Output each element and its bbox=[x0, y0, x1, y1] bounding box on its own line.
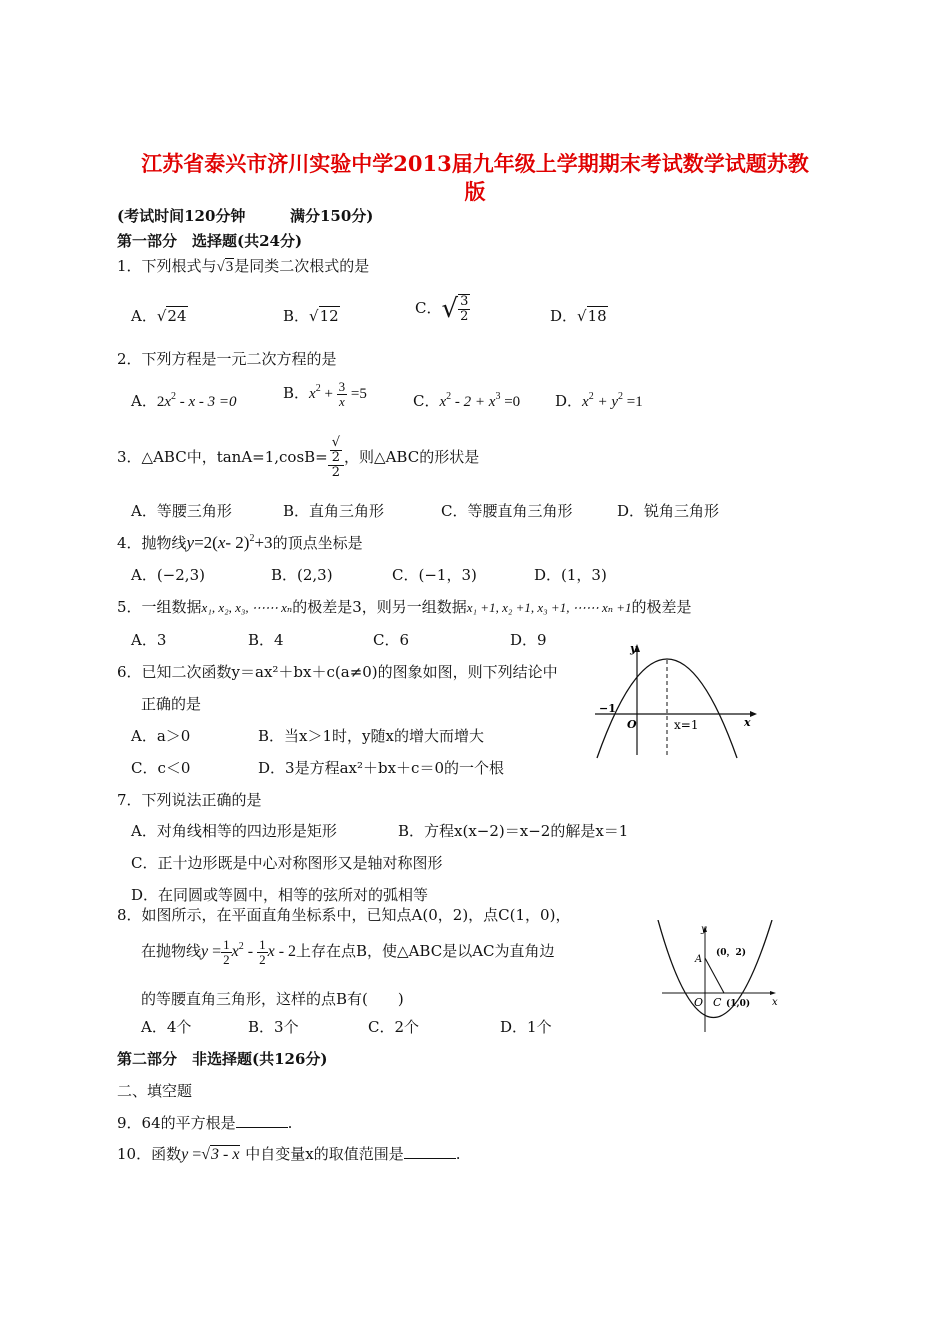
q8-stem-line1: 8．如图所示，在平面直角坐标系中，已知点A(0，2)，点C(1，0)， bbox=[117, 906, 571, 924]
q5-option-a: A．3 bbox=[131, 631, 167, 649]
q3-option-b: B．直角三角形 bbox=[283, 502, 385, 520]
q8-option-c: C．2个 bbox=[368, 1018, 420, 1036]
q5-stem: 5．一组数据x₁, x₂, x₃, ⋯⋯ xₙ的极差是3，则另一组数据x₁ +1, x₂ +1, x₃ +1, ⋯⋯ xₙ +1的极差是 bbox=[117, 598, 692, 616]
q7-option-a: A．对角线相等的四边形是矩形 bbox=[131, 822, 337, 840]
part2-section: 二、填空题 bbox=[117, 1082, 193, 1100]
q8-stem-line2: 在抛物线y = $\frac{1}{2}$ $x^2$ - $\frac{1}{2}$ x - 2上存在点B，使△ABC是以AC为直角边 bbox=[141, 937, 555, 967]
title-line2: 版 bbox=[464, 179, 486, 204]
q4-option-d: D．(1，3) bbox=[534, 566, 607, 584]
q5-option-d: D．9 bbox=[510, 631, 547, 649]
q2-stem: 2．下列方程是一元二次方程的是 bbox=[117, 350, 337, 368]
q4-stem: 4．抛物线y=2(x- 2)$^2$+3的顶点坐标是 bbox=[117, 533, 363, 552]
q9-answer-blank[interactable] bbox=[236, 1115, 288, 1128]
q6-stem-line1: 6．已知二次函数y＝ax²＋bx＋c(a≠0)的图象如图，则下列结论中 bbox=[117, 663, 558, 681]
q4-option-a: A．(−2,3) bbox=[131, 566, 205, 584]
q6-option-c: C．c＜0 bbox=[131, 759, 191, 777]
q6-origin-label: O bbox=[627, 718, 637, 731]
q6-option-a: A．a＞0 bbox=[131, 727, 191, 745]
q8-option-b: B．3个 bbox=[248, 1018, 299, 1036]
q10-answer-blank[interactable] bbox=[404, 1146, 456, 1159]
exam-score: 满分150分) bbox=[290, 207, 374, 225]
title-line1: 江苏省泰兴市济川实验中学2013届九年级上学期期末考试数学试题苏教 bbox=[141, 151, 809, 176]
q8-point-a-label: A bbox=[695, 954, 703, 965]
q6-parabola-curve bbox=[597, 659, 737, 758]
q4-option-c: C．(−1，3) bbox=[392, 566, 477, 584]
q2-option-c: C．$x^2 - 2 + x^3 =0$ bbox=[413, 391, 521, 410]
q7-stem: 7．下列说法正确的是 bbox=[117, 791, 262, 809]
q3-stem: 3．△ABC中，tanA=1,cosB= √ 2 2 ，则△ABC的形状是 bbox=[117, 435, 480, 480]
q4-option-b: B．(2,3) bbox=[271, 566, 333, 584]
q6-x-label: x bbox=[744, 716, 751, 729]
q6-option-d: D．3是方程ax²＋bx＋c＝0的一个根 bbox=[258, 759, 504, 777]
q10-stem: 10．函数y =√3 - x 中自变量x的取值范围是 . bbox=[117, 1145, 461, 1163]
q2-option-a: A．$2x^2 - x - 3 =0$ bbox=[131, 391, 237, 410]
q5-option-b: B．4 bbox=[248, 631, 284, 649]
q8-y-label: y bbox=[701, 924, 707, 935]
q3-option-a: A．等腰三角形 bbox=[131, 502, 232, 520]
q8-stem-line3: 的等腰直角三角形，这样的点B有( ) bbox=[141, 990, 404, 1008]
q1-stem: 1．下列根式与√3是同类二次根式的是 bbox=[117, 257, 370, 275]
q6-axis-label: x=1 bbox=[674, 718, 699, 732]
q3-option-c: C．等腰直角三角形 bbox=[441, 502, 573, 520]
q8-option-d: D．1个 bbox=[500, 1018, 552, 1036]
q1-option-a: A．√24 bbox=[131, 307, 187, 325]
q6-stem-line2: 正确的是 bbox=[141, 695, 202, 713]
q7-option-c: C．正十边形既是中心对称图形又是轴对称图形 bbox=[131, 854, 443, 872]
q5-option-c: C．6 bbox=[373, 631, 410, 649]
exam-time: (考试时间120分钟 bbox=[117, 207, 246, 225]
q8-point-a-coord: (0，2) bbox=[716, 948, 747, 958]
q8-segment-ac bbox=[705, 958, 724, 993]
q9-stem: 9．64的平方根是 . bbox=[117, 1114, 293, 1132]
q3-option-d: D．锐角三角形 bbox=[617, 502, 720, 520]
q8-point-c-coord: (1,0) bbox=[726, 999, 751, 1009]
q8-parabola-figure bbox=[650, 920, 785, 1040]
part1-heading: 第一部分 选择题(共24分) bbox=[117, 232, 303, 250]
q6-parabola-figure bbox=[590, 640, 765, 760]
q8-x-label: x bbox=[772, 997, 778, 1008]
q6-option-b: B．当x＞1时，y随x的增大而增大 bbox=[258, 727, 484, 745]
q6-root-label: −1 bbox=[599, 702, 616, 715]
q1-option-c: C．√ $\frac{3}{2}$ bbox=[415, 294, 469, 324]
q1-option-b: B．√12 bbox=[283, 307, 339, 325]
q2-option-d: D．$x^2 + y^2 =1$ bbox=[555, 391, 643, 410]
q2-option-b: B．$x^2$ + $\frac{3}{x}$ =5 bbox=[283, 379, 367, 409]
q8-origin-label: O bbox=[694, 996, 704, 1009]
q1-option-d: D．√18 bbox=[550, 307, 607, 325]
q7-option-d: D．在同圆或等圆中，相等的弦所对的弧相等 bbox=[131, 886, 429, 904]
q8-option-a: A．4个 bbox=[141, 1018, 192, 1036]
part2-heading: 第二部分 非选择题(共126分) bbox=[117, 1050, 328, 1068]
q6-y-label: y bbox=[630, 642, 637, 655]
q8-point-c-label: C bbox=[713, 996, 722, 1009]
q7-option-b: B．方程x(x−2)＝x−2的解是x＝1 bbox=[398, 822, 629, 840]
